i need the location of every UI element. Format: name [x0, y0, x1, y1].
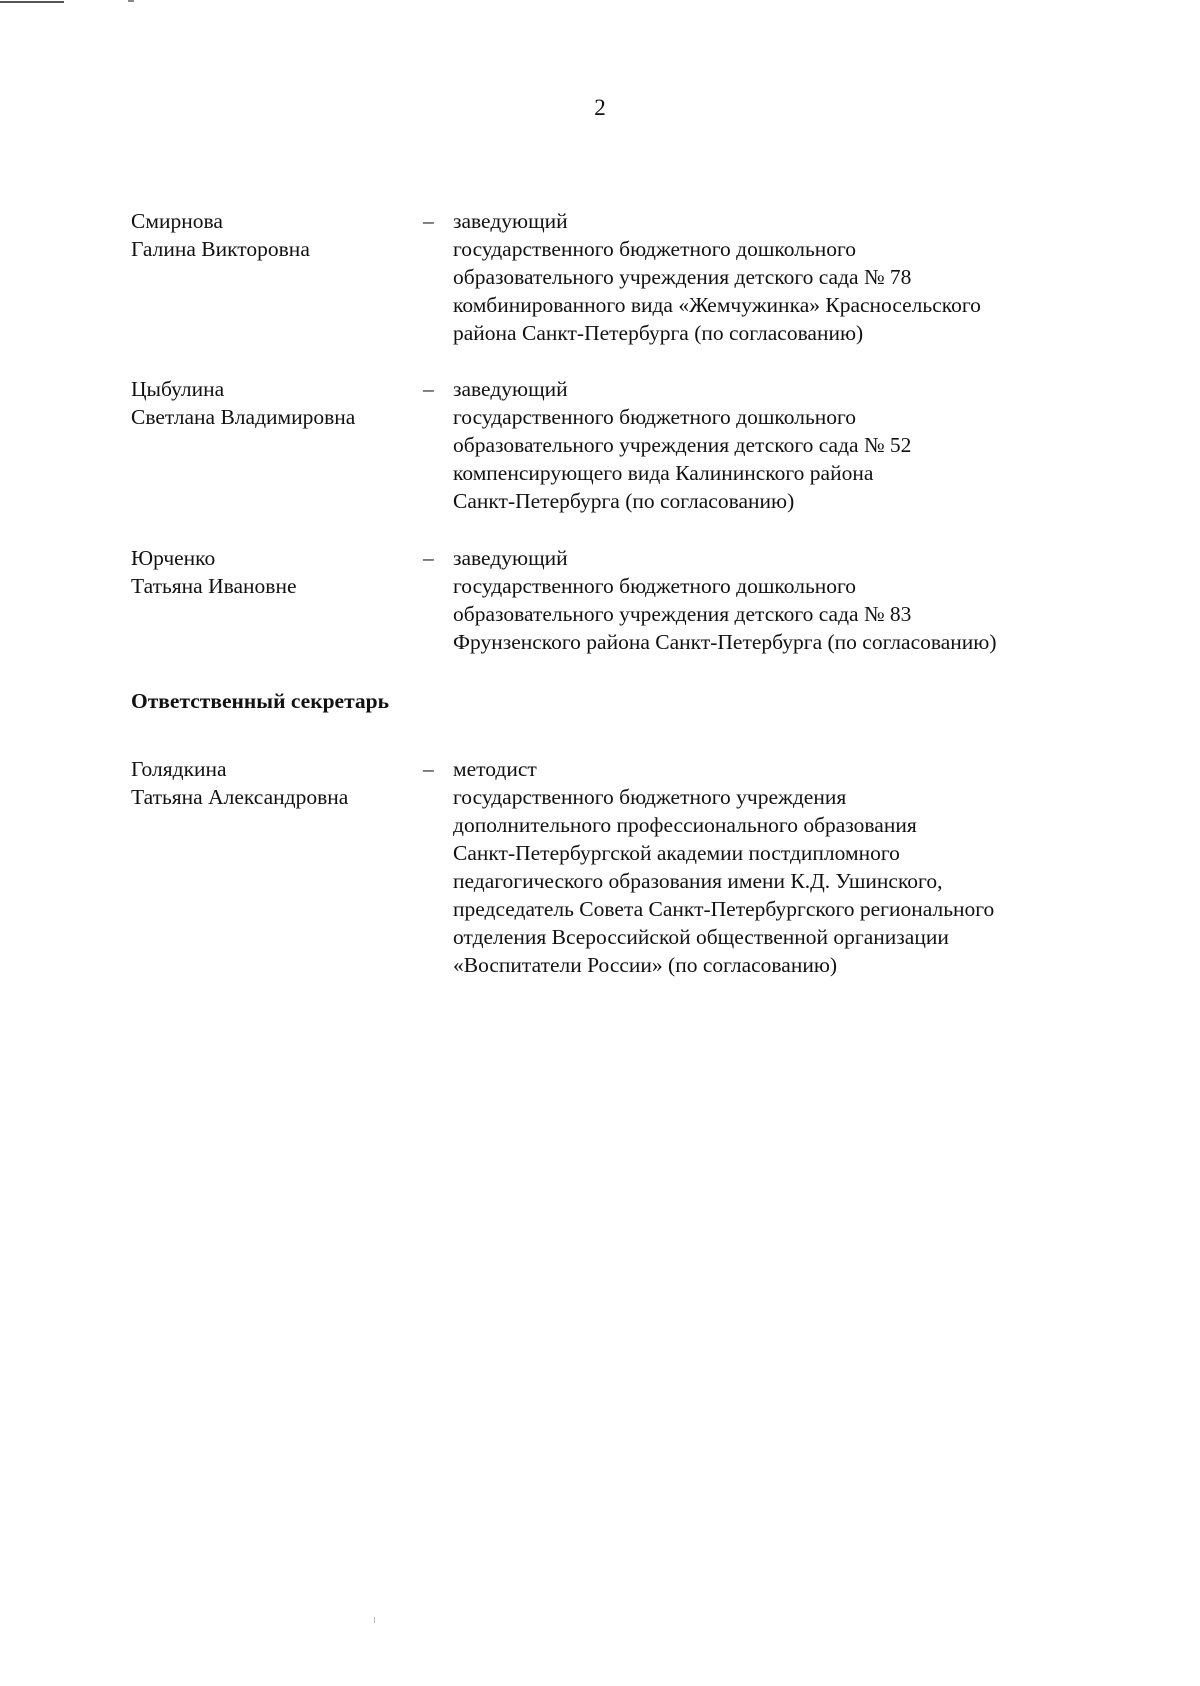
- page-number: 2: [594, 95, 606, 120]
- position-line: образовательного учреждения детского сада № 83: [453, 602, 912, 626]
- member-surname: Цыбулина: [131, 377, 225, 401]
- position-line: компенсирующего вида Калининского района: [453, 461, 874, 485]
- member-surname: Голядкина: [131, 757, 227, 781]
- member-surname: Смирнова: [131, 209, 223, 233]
- member-given-names: Татьяна Ивановне: [131, 574, 297, 598]
- position-line: Фрунзенского района Санкт-Петербурга (по согласованию): [453, 630, 997, 654]
- member-name: [131, 755, 421, 811]
- position-line: образовательного учреждения детского сада № 78: [453, 265, 912, 289]
- position-line: государственного бюджетного учреждения: [453, 785, 847, 809]
- position-line: государственного бюджетного дошкольного: [453, 405, 857, 429]
- member-position: [453, 207, 1103, 347]
- member-position: [453, 375, 1103, 515]
- section-heading: Ответственный секретарь: [131, 689, 389, 713]
- member-name: [131, 375, 421, 431]
- dash-separator: –: [423, 377, 434, 401]
- member-role: заведующий: [453, 377, 568, 401]
- member-position: [453, 544, 1103, 656]
- position-line: района Санкт-Петербурга (по согласованию): [453, 321, 864, 345]
- member-name: [131, 207, 421, 263]
- position-line: председатель Совета Санкт-Петербургского регионального: [453, 897, 995, 921]
- position-line: «Воспитатели России» (по согласованию): [453, 953, 838, 977]
- member-position: [453, 755, 1103, 979]
- dash-separator: –: [423, 546, 434, 570]
- position-line: дополнительного профессионального образования: [453, 813, 917, 837]
- scan-artifact-dot: [128, 0, 134, 2]
- position-line: Санкт-Петербургской академии постдипломного: [453, 841, 900, 865]
- scan-artifact-line: [0, 1, 64, 3]
- position-line: Санкт-Петербурга (по согласованию): [453, 489, 795, 513]
- dash-separator: –: [423, 209, 434, 233]
- position-line: государственного бюджетного дошкольного: [453, 574, 857, 598]
- member-surname: Юрченко: [131, 546, 216, 570]
- member-role: заведующий: [453, 209, 568, 233]
- dash-separator: –: [423, 757, 434, 781]
- scan-artifact-tick: [374, 1617, 375, 1623]
- member-role: методист: [453, 757, 537, 781]
- position-line: образовательного учреждения детского сада № 52: [453, 433, 912, 457]
- member-given-names: Татьяна Александровна: [131, 785, 349, 809]
- member-name: [131, 544, 421, 600]
- member-given-names: Галина Викторовна: [131, 237, 310, 261]
- position-line: комбинированного вида «Жемчужинка» Красносельского: [453, 293, 981, 317]
- position-line: государственного бюджетного дошкольного: [453, 237, 857, 261]
- position-line: педагогического образования имени К.Д. Ушинского,: [453, 869, 943, 893]
- position-line: отделения Всероссийской общественной организации: [453, 925, 949, 949]
- member-role: заведующий: [453, 546, 568, 570]
- member-given-names: Светлана Владимировна: [131, 405, 356, 429]
